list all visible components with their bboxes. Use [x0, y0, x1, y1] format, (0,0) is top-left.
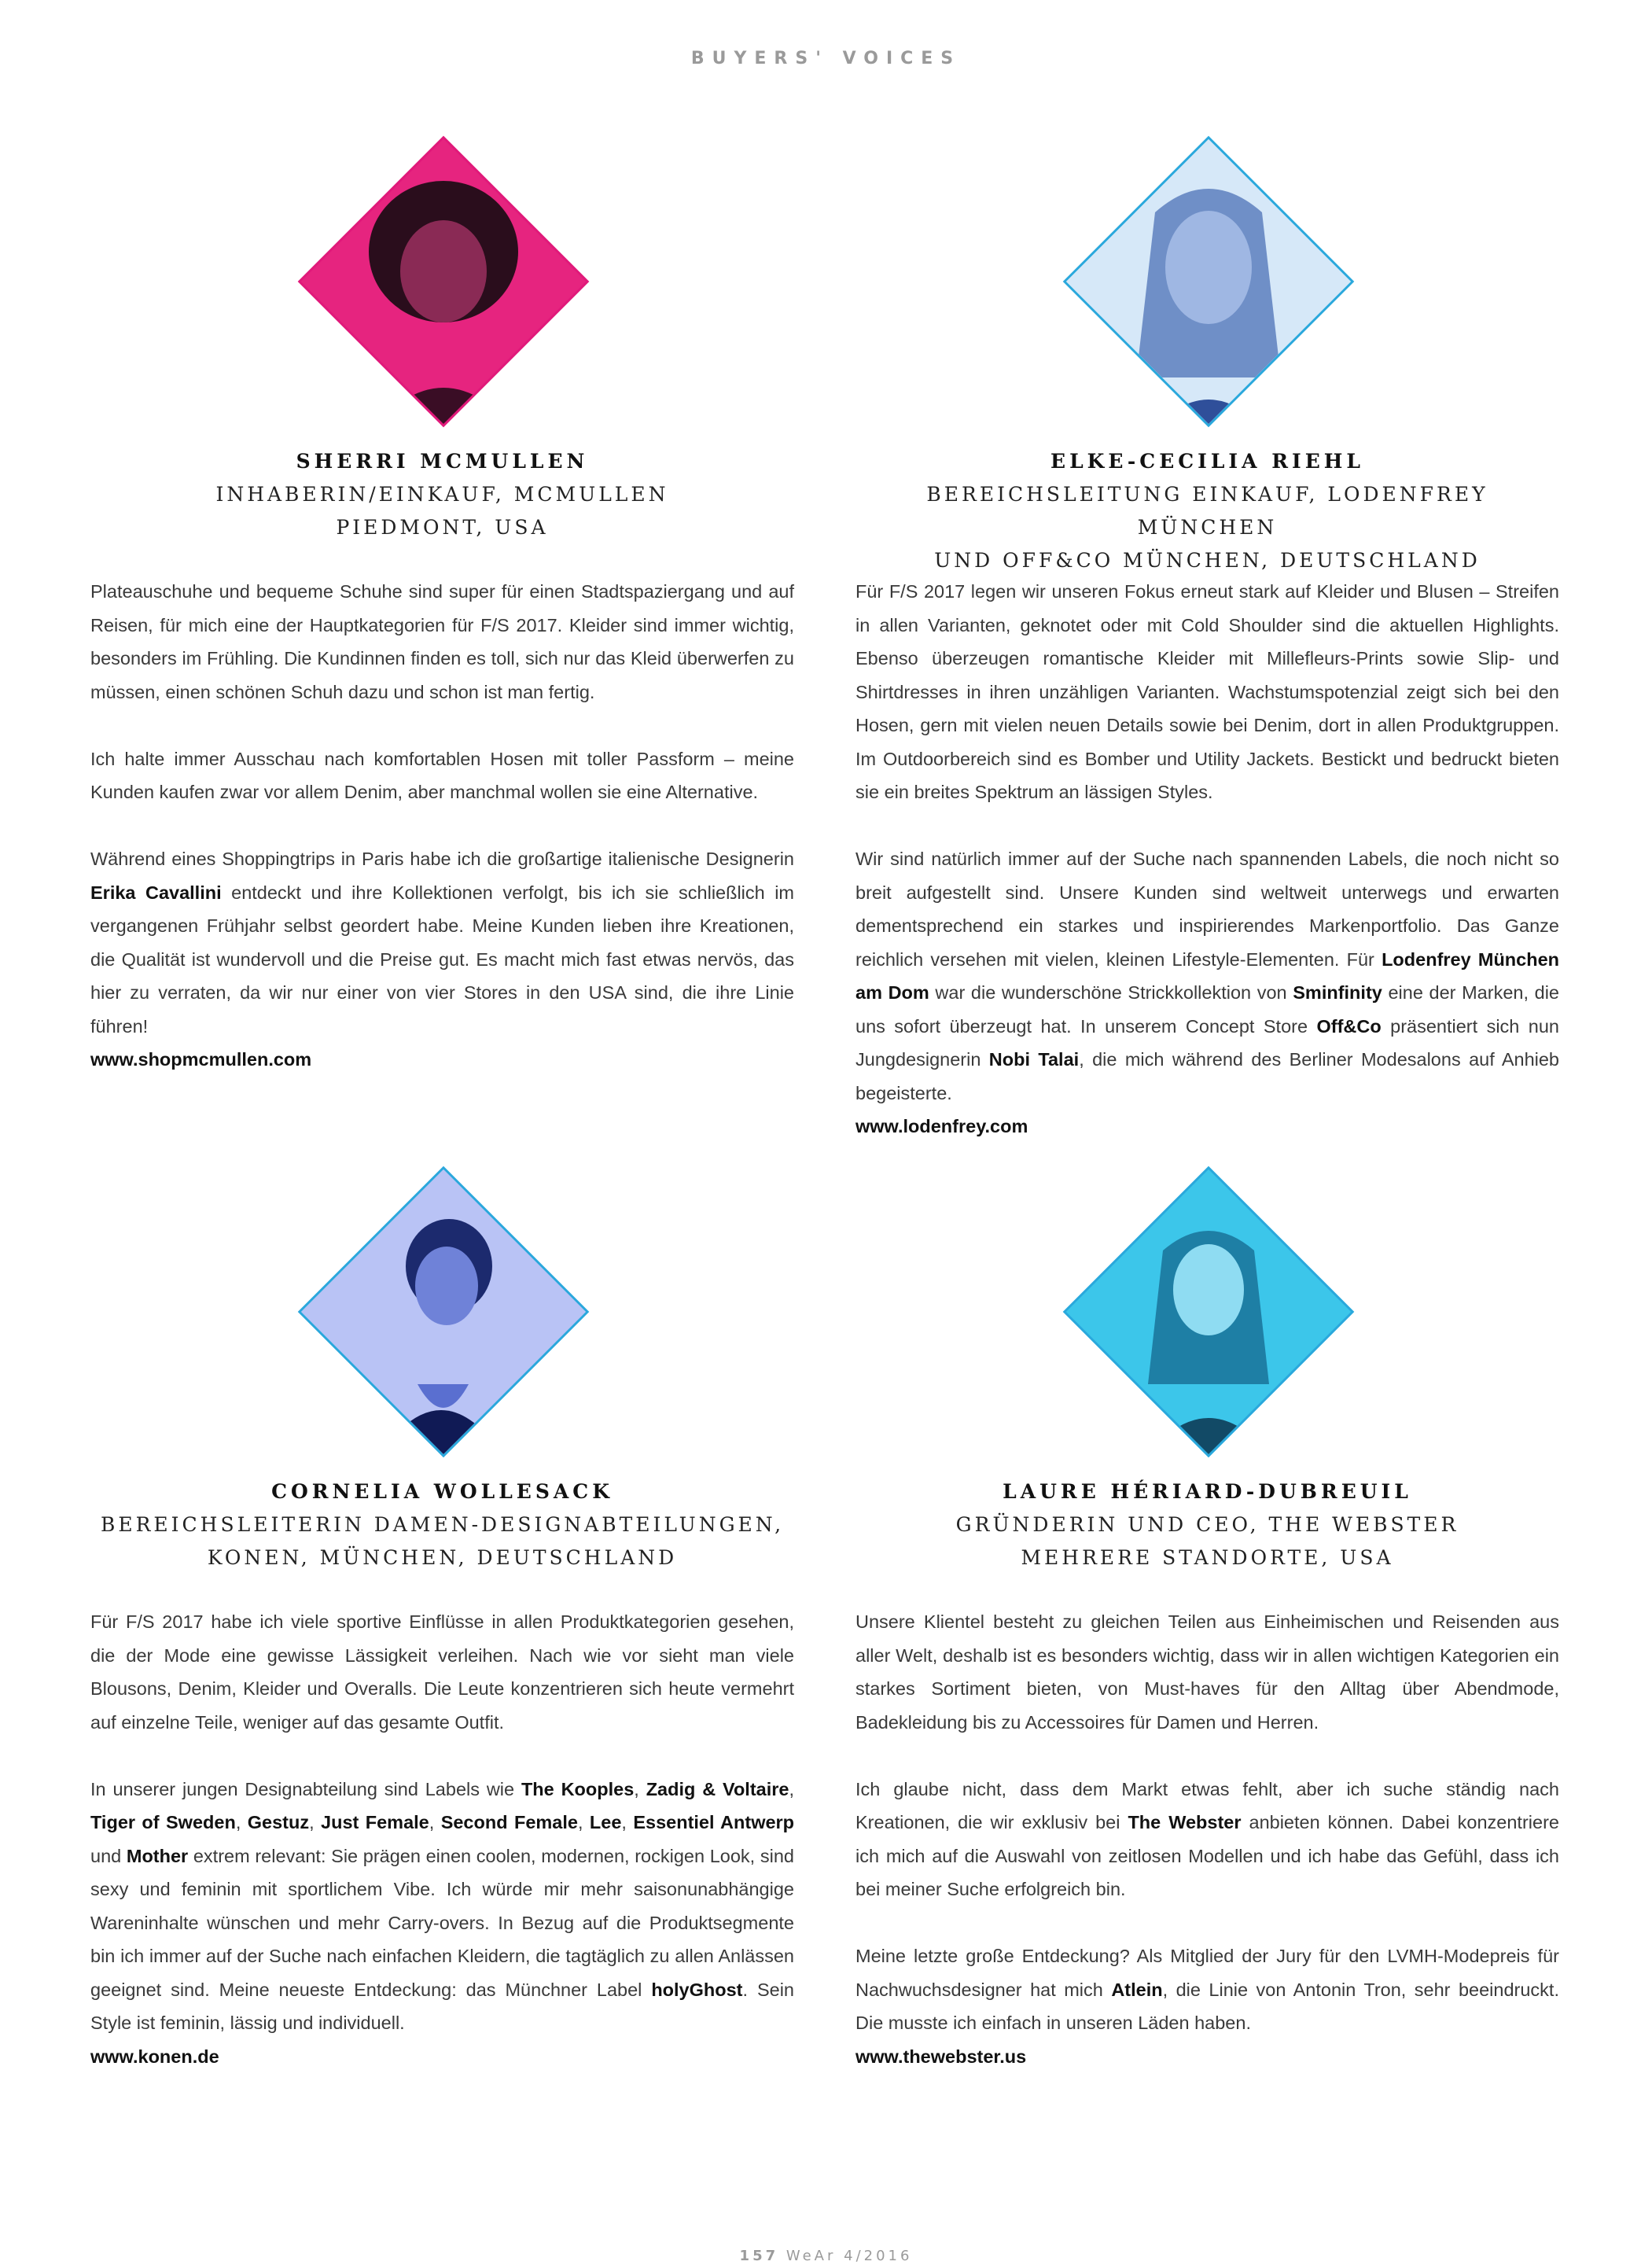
brand-name: The Webster — [1128, 1812, 1242, 1832]
brand-name: Lee — [589, 1812, 622, 1832]
buyer-role: BEREICHSLEITUNG EINKAUF, LODENFREY MÜNCHEN — [926, 483, 1488, 539]
paragraph: In unserer jungen Designabteilung sind Labels wie The Kooples, Zadig & Voltaire, Tiger of Sweden, Gestuz, Just Female, Second Female, Lee, Essentiel Antwerp und Mother extrem relevant: Sie prägen einen coolen, modernen, rockigen Look, sind sexy und feminin mit sportlichem Vibe. Ich würde mir mehr saisonunabhängige Wareninhalte wünschen und mehr Carry-overs. In Bezug auf die Produktsegmente bin ich immer auf der Suche nach einfachen Kleidern, die tagtäglich zu allen Anlässen geeignet sind. Meine neueste Entdeckung: das Münchner Label holyGhost. Sein Style ist feminin, lässig und individuell. — [90, 1778, 795, 2033]
paragraph: Während eines Shoppingtrips in Paris habe ich die großartige italienische Designerin Erika Cavallini entdeckt und ihre Kollektionen verfolgt, bis ich sie schließlich im vergangenen Frühjahr selbst geordert habe. Meine Kunden lieben ihre Kreationen, die Qualität ist wundervoll und die Preise gut. Es macht mich fast etwas nervös, das hier zu verraten, da wir nur einer von vier Stores in den USA sind, die ihre Linie führen! — [90, 849, 795, 1037]
paragraph: Plateauschuhe und bequeme Schuhe sind super für einen Stadtspaziergang und auf Reisen, für mich eine der Hauptkategorien für F/S 2017. Kleider sind immer wichtig, besonders im Frühling. Die Kundinnen finden es toll, sich nur das Kleid überwerfen zu müssen, einen schönen Schuh dazu und schon ist man fertig. — [90, 581, 794, 702]
buyer-heading-2 — [855, 445, 1559, 577]
buyer-heading-3 — [90, 1475, 794, 1574]
brand-name: Off&Co — [1316, 1015, 1382, 1037]
buyer-text-3 — [90, 1605, 794, 2073]
buyer-name: CORNELIA WOLLESACK — [271, 1480, 613, 1503]
page-footer — [0, 2248, 1652, 2264]
buyer-location: PIEDMONT, USA — [336, 516, 549, 539]
brand-name: Lodenfrey München am Dom — [855, 948, 1559, 1003]
website-link[interactable]: www.lodenfrey.com — [855, 1116, 1028, 1136]
website-link[interactable]: www.konen.de — [90, 2046, 219, 2067]
buyer-text-4 — [855, 1605, 1559, 2073]
buyer-heading-4 — [855, 1475, 1559, 1574]
paragraph: Unsere Klientel besteht zu gleichen Teilen aus Einheimischen und Reisenden aus aller Welt, deshalb ist es besonders wichtig, dass wir in allen wichtigen Kategorien ein starkes Sortiment bieten, von Must-haves für den Alltag über Abendmode, Badekleidung bis zu Accessoires für Damen und Herren. — [855, 1611, 1559, 1733]
paragraph: Ich halte immer Ausschau nach komfortablen Hosen mit toller Passform – meine Kunden kaufen zwar vor allem Denim, aber manchmal wollen sie eine Alternative. — [90, 748, 794, 802]
brand-name: Mother — [126, 1845, 189, 1866]
paragraph: Ich glaube nicht, dass dem Markt etwas fehlt, aber ich suche ständig nach Kreationen, die wir exklusiv bei The Webster anbieten können. Dabei konzentriere ich mich auf die Auswahl von zeitlosen Modellen und ich habe das Gefühl, dass ich bei meiner Suche erfolgreich bin. — [855, 1778, 1559, 1899]
buyer-location: UND OFF&CO MÜNCHEN, DEUTSCHLAND — [934, 549, 1481, 572]
brand-name: Just Female — [321, 1812, 429, 1832]
buyer-location: KONEN, MÜNCHEN, DEUTSCHLAND — [207, 1546, 678, 1569]
buyer-name: SHERRI MCMULLEN — [296, 450, 589, 473]
paragraph: Meine letzte große Entdeckung? Als Mitglied der Jury für den LVMH-Modepreis für Nachwuchsdesigner hat mich Atlein, die Linie von Antonin Tron, sehr beeindruckt. Die musste ich einfach in unseren Läden haben. — [855, 1946, 1559, 2033]
buyer-text-1 — [90, 575, 794, 1077]
portrait-elke-cecilia-riehl — [1063, 136, 1355, 428]
paragraph: Für F/S 2017 habe ich viele sportive Einflüsse in allen Produktkategorien gesehen, die der Mode eine gewisse Lässigkeit verleihen. Nach wie vor sieht man viele Blousons, Denim, Kleider und Overalls. Die Leute konzentrieren sich heute vermehrt auf einzelne Teile, weniger auf das gesamte Outfit. — [90, 1611, 794, 1733]
section-header: BUYERS' VOICES — [690, 49, 962, 68]
brand-name: Gestuz — [247, 1812, 310, 1832]
brand-name: Zadig & Voltaire — [646, 1778, 789, 1799]
brand-name: Tiger of Sweden — [90, 1812, 236, 1832]
brand-name: holyGhost — [651, 1979, 743, 2000]
portrait-cornelia-wollesack — [298, 1166, 590, 1458]
buyer-heading-1 — [90, 445, 794, 544]
brand-name: The Kooples — [521, 1778, 635, 1799]
brand-name: Sminfinity — [1293, 982, 1382, 1003]
brand-name: Atlein — [1111, 1979, 1163, 2000]
buyer-role: BEREICHSLEITERIN DAMEN-DESIGNABTEILUNGEN, — [100, 1513, 785, 1536]
brand-name: Erika Cavallini — [90, 882, 222, 903]
buyer-text-2 — [855, 575, 1559, 1144]
page-number: 157 — [739, 2248, 779, 2264]
paragraph: Wir sind natürlich immer auf der Suche nach spannenden Labels, die noch nicht so breit aufgestellt sind. Unsere Kunden sind weltweit unterwegs und erwarten dementsprechend ein starkes und inspirierendes Markenportfolio. Das Ganze reichlich versehen mit vielen, kleinen Lifestyle-Elementen. Für Lodenfrey München am Dom war die wunderschöne Strickkollektion von Sminfinity eine der Marken, die uns sofort überzeugt hat. In unserem Concept Store Off&Co präsentiert sich nun Jungdesignerin Nobi Talai, die mich während des Berliner Modesalons auf Anhieb begeisterte. — [855, 849, 1559, 1103]
website-link[interactable]: www.shopmcmullen.com — [90, 1049, 312, 1070]
brand-name: Essentiel Antwerp — [633, 1812, 795, 1832]
buyer-name: ELKE-CECILIA RIEHL — [1050, 450, 1364, 473]
paragraph: Für F/S 2017 legen wir unseren Fokus erneut stark auf Kleider und Blusen – Streifen in allen Varianten, geknotet oder mit Cold Shoulder sind die aktuellen Highlights. Ebenso überzeugen romantische Kleider mit Millefleurs-Prints sowie Slip- und Shirtdresses in ihren unzähligen Varianten. Wachstumspotenzial zeigt sich bei den Hosen, gern mit vielen neuen Details sowie bei Denim, dort in allen Produktgruppen. Im Outdoorbereich sind es Bomber und Utility Jackets. Bestickt und bedruckt bieten sie ein breites Spektrum an lässigen Styles. — [855, 581, 1559, 802]
magazine-issue: WeAr 4/2016 — [786, 2248, 913, 2264]
designer-name: Nobi Talai — [988, 1049, 1080, 1070]
portrait-sherri-mcmullen — [298, 136, 590, 428]
buyer-role: INHABERIN/EINKAUF, MCMULLEN — [215, 483, 669, 506]
buyer-location: MEHRERE STANDORTE, USA — [1021, 1546, 1394, 1569]
brand-name: Second Female — [440, 1812, 578, 1832]
portrait-laure-heriard-dubreuil — [1063, 1166, 1355, 1458]
buyer-name: LAURE HÉRIARD-DUBREUIL — [1003, 1480, 1412, 1503]
buyer-role: GRÜNDERIN UND CEO, THE WEBSTER — [955, 1513, 1459, 1536]
website-link[interactable]: www.thewebster.us — [855, 2046, 1027, 2067]
